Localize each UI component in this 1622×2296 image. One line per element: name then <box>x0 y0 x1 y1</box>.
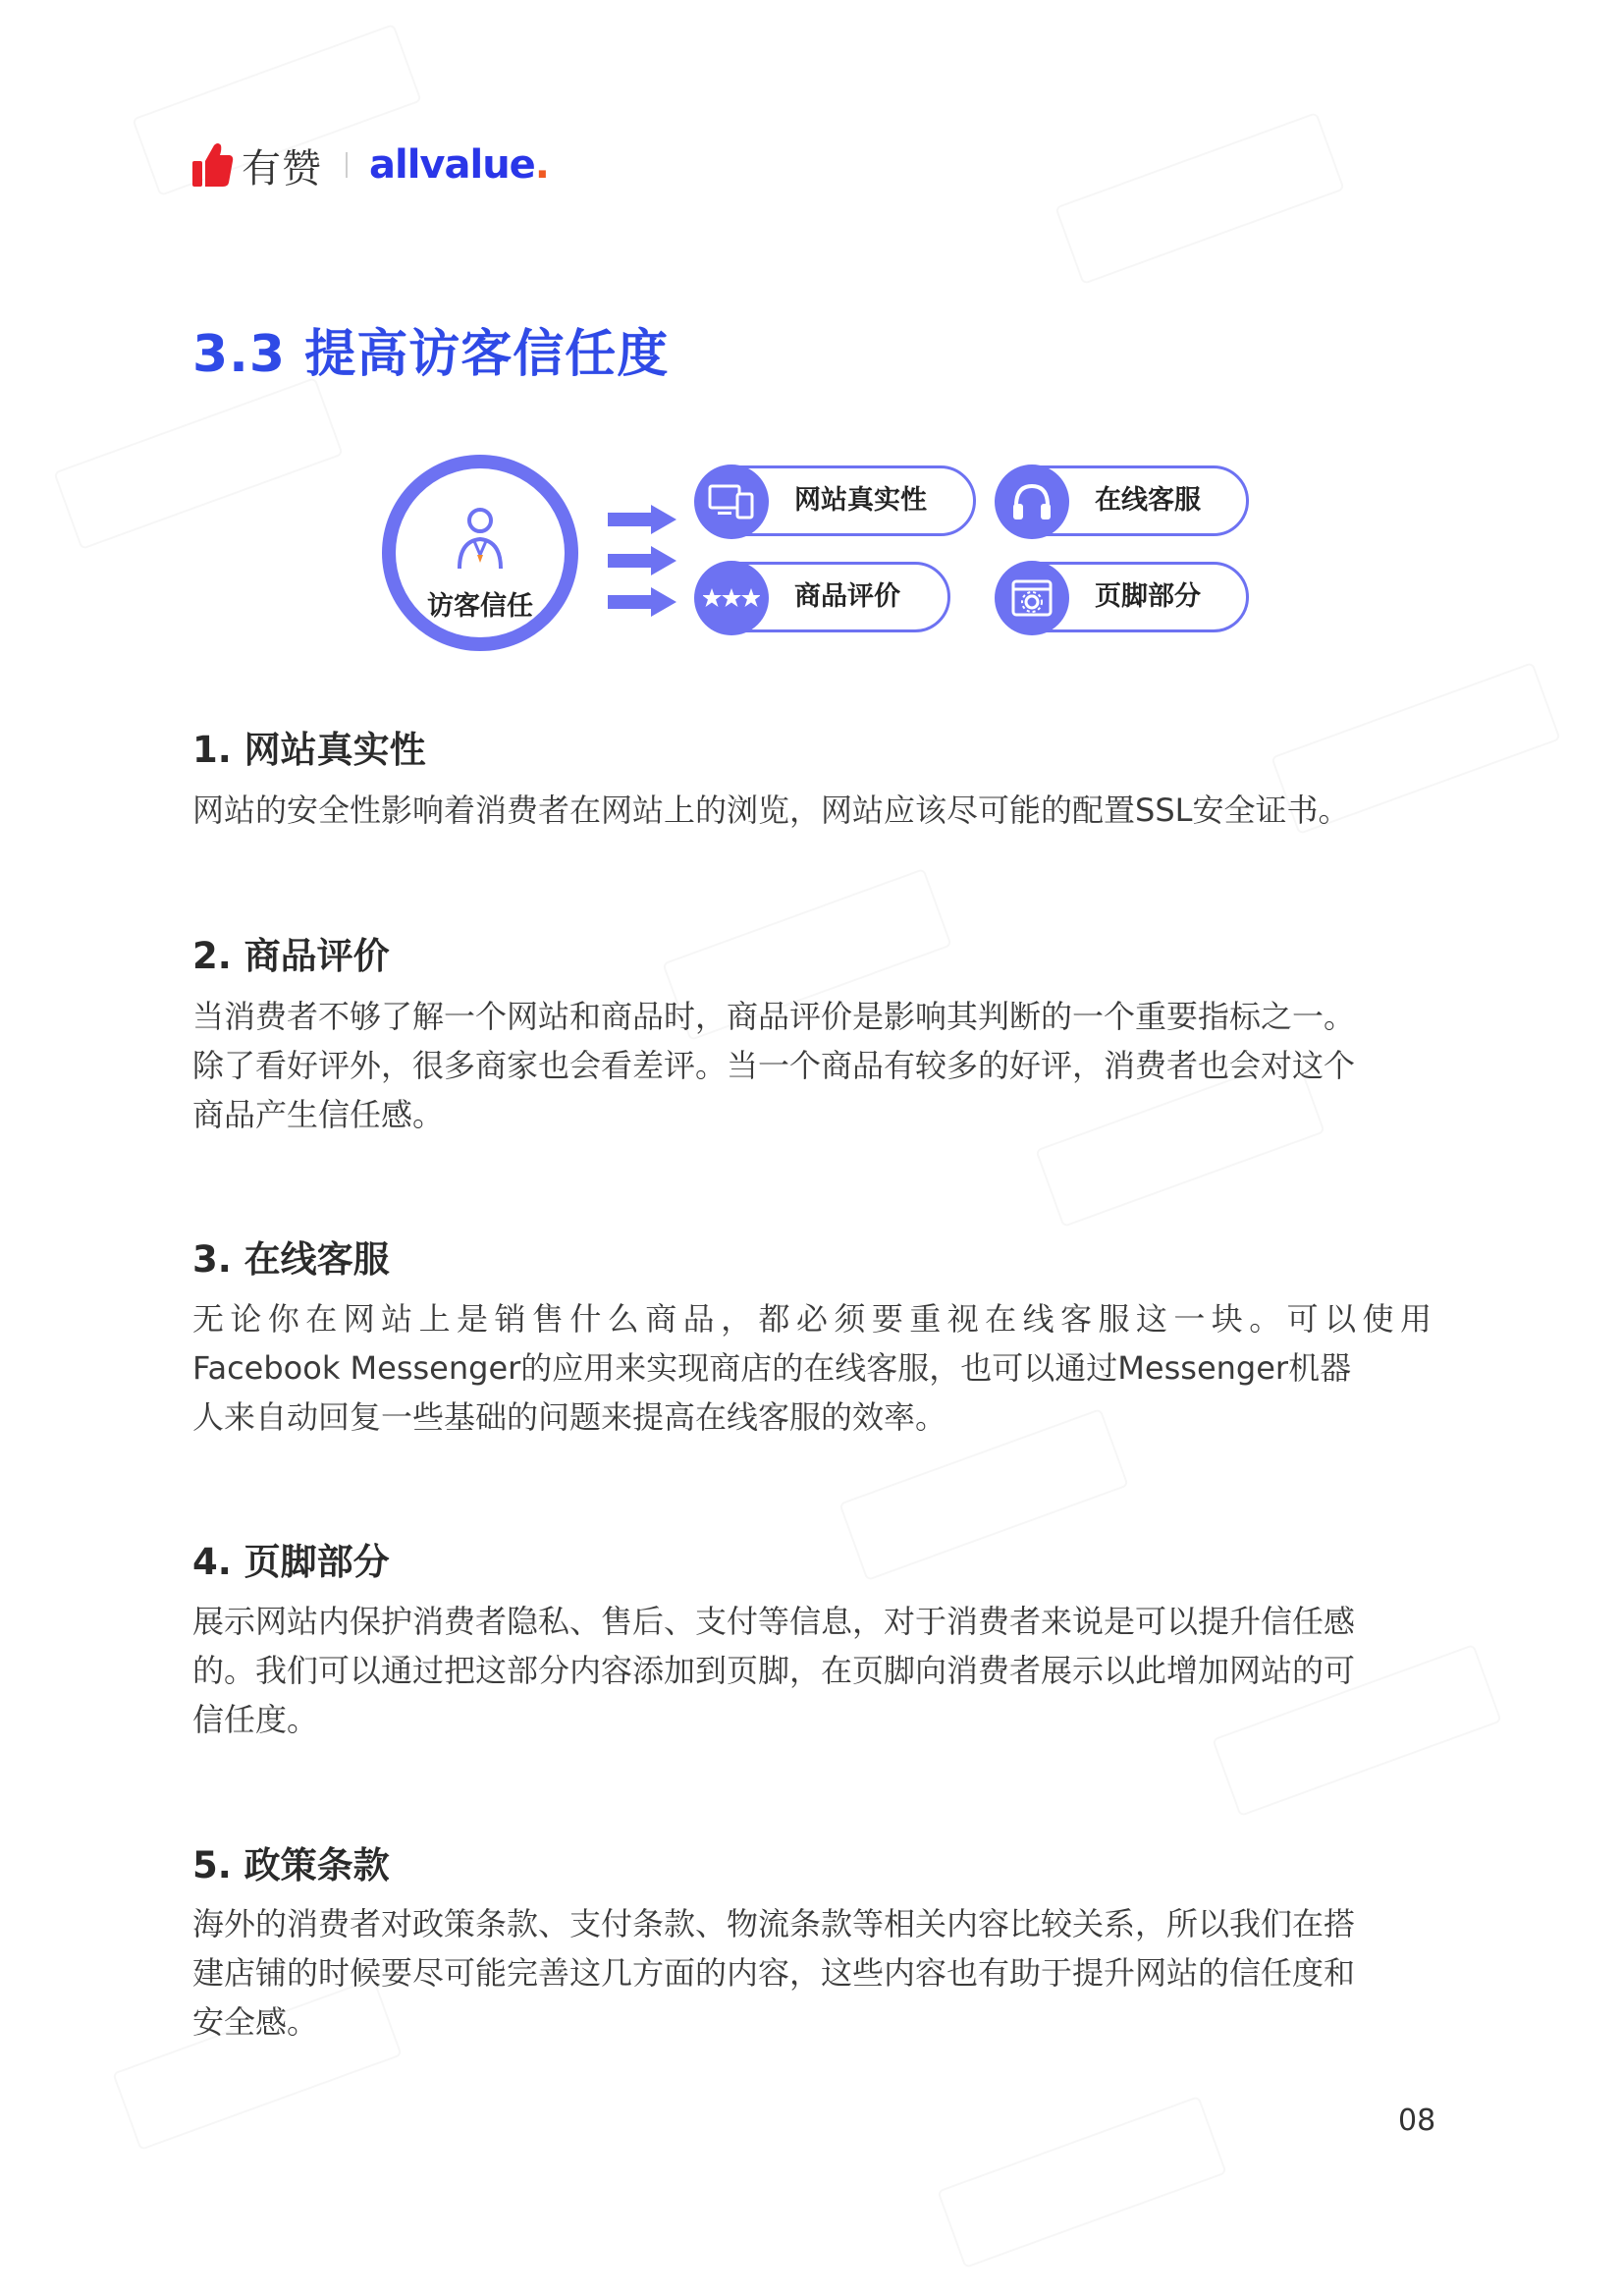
brand-name-cn: 有赞 <box>242 145 322 191</box>
item-heading: 4. 页脚部分 <box>192 1541 390 1583</box>
watermark-frame <box>937 2096 1227 2269</box>
item-heading: 3. 在线客服 <box>192 1238 390 1281</box>
header-divider <box>346 152 348 178</box>
item-heading: 2. 商品评价 <box>192 935 390 977</box>
watermark-frame <box>1054 112 1345 285</box>
body-line: 展示网站内保护消费者隐私、售后、支付等信息，对于消费者来说是可以提升信任感 <box>192 1603 1356 1640</box>
body-line: 网站的安全性影响着消费者在网站上的浏览，网站应该尽可能的配置SSL安全证书。 <box>192 792 1350 829</box>
item-body <box>192 992 1432 1139</box>
brand-name-en-text: allvalue <box>369 142 535 188</box>
person-icon <box>457 506 504 571</box>
pill-label: 在线客服 <box>1095 485 1201 516</box>
pill-label: 商品评价 <box>794 581 900 612</box>
arrows-icon <box>608 505 676 617</box>
settings-window-icon <box>1010 578 1054 618</box>
body-line: 安全感。 <box>192 2003 319 2041</box>
trust-diagram <box>377 448 1251 654</box>
body-line: 的。我们可以通过把这部分内容添加到页脚，在页脚向消费者展示以此增加网站的可 <box>192 1652 1356 1689</box>
body-line: 当消费者不够了解一个网站和商品时，商品评价是影响其判断的一个重要指标之一。 <box>192 998 1356 1035</box>
item-body <box>192 786 1432 835</box>
pill-label: 网站真实性 <box>794 485 927 516</box>
body-line: 无论你在网站上是销售什么商品，都必须要重视在线客服这一块。可以使用 <box>192 1300 1432 1338</box>
watermark-frame <box>53 377 344 550</box>
brand-dot: . <box>534 142 549 188</box>
thumbs-up-icon <box>192 141 234 189</box>
center-label: 访客信任 <box>427 591 533 622</box>
header-logo <box>192 137 549 192</box>
devices-icon <box>708 482 755 521</box>
pill-product-reviews <box>695 562 950 632</box>
pill-label: 页脚部分 <box>1095 581 1201 612</box>
center-circle <box>382 455 578 651</box>
item-body <box>192 1597 1432 1744</box>
item-body <box>192 1294 1432 1442</box>
body-line: 海外的消费者对政策条款、支付条款、物流条款等相关内容比较关系，所以我们在搭 <box>192 1905 1356 1942</box>
section-title: 3.3 提高访客信任度 <box>192 325 670 384</box>
headset-icon <box>1010 480 1054 523</box>
body-line: Facebook Messenger的应用来实现商店的在线客服，也可以通过Messenger机器 <box>192 1349 1352 1387</box>
brand-name-en <box>369 142 549 188</box>
item-body <box>192 1899 1432 2047</box>
pill-online-service <box>996 465 1249 536</box>
body-line: 除了看好评外，很多商家也会看差评。当一个商品有较多的好评，消费者也会对这个 <box>192 1047 1356 1084</box>
pill-website-authenticity <box>695 465 976 536</box>
body-line: 信任度。 <box>192 1701 319 1738</box>
item-heading: 1. 网站真实性 <box>192 729 426 771</box>
page-number: 08 <box>1398 2104 1436 2138</box>
pill-footer-section <box>996 562 1249 632</box>
stars-icon <box>703 587 760 609</box>
body-line: 商品产生信任感。 <box>192 1096 445 1133</box>
body-line: 建店铺的时候要尽可能完善这几方面的内容，这些内容也有助于提升网站的信任度和 <box>192 1954 1356 1992</box>
body-line: 人来自动回复一些基础的问题来提高在线客服的效率。 <box>192 1398 947 1436</box>
item-heading: 5. 政策条款 <box>192 1844 390 1886</box>
